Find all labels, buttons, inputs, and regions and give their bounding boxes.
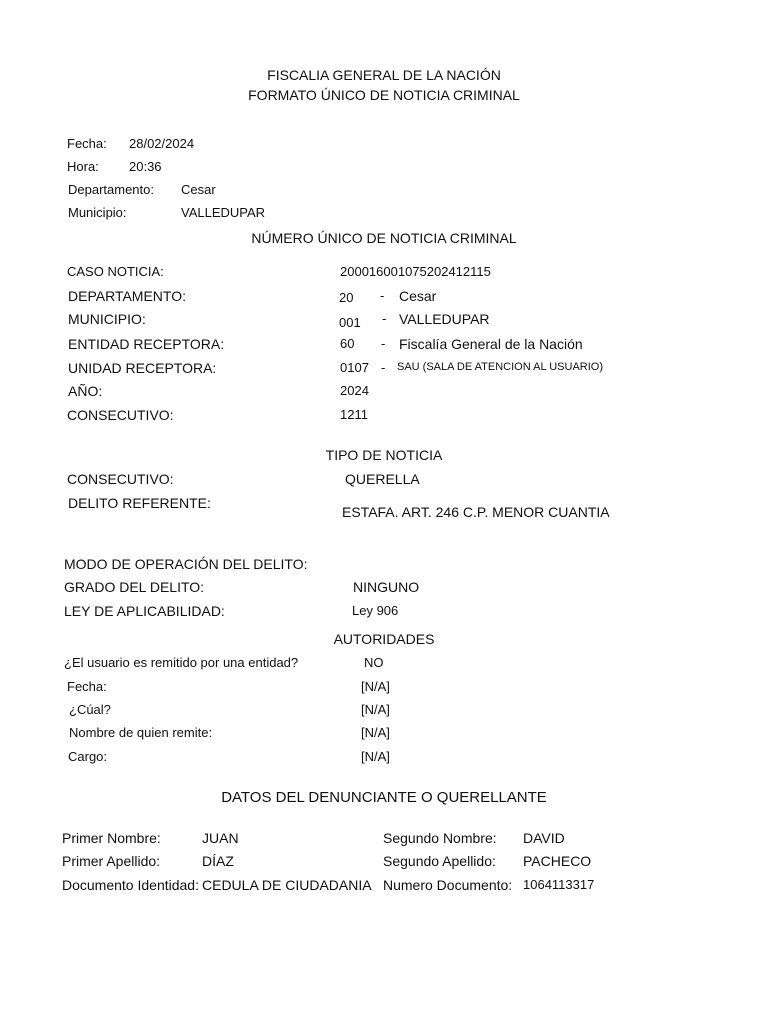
departamento-value: Cesar xyxy=(181,182,216,197)
segundo-nombre-label: Segundo Nombre: xyxy=(383,830,497,846)
autoridades-heading: AUTORIDADES xyxy=(333,631,435,647)
ley-aplicabilidad-label: LEY DE APLICABILIDAD: xyxy=(64,603,225,619)
hora-label: Hora: xyxy=(67,159,99,174)
nu-departamento-dash: - xyxy=(380,288,385,303)
cual-label: ¿Cúal? xyxy=(69,702,111,717)
hora-value: 20:36 xyxy=(129,159,162,174)
numero-unico-heading: NÚMERO ÚNICO DE NOTICIA CRIMINAL xyxy=(251,230,517,246)
remitido-value: NO xyxy=(364,655,384,670)
grado-delito-label: GRADO DEL DELITO: xyxy=(64,579,205,595)
document-title: FISCALIA GENERAL DE LA NACIÓN xyxy=(267,67,501,83)
tn-consecutivo-value: QUERELLA xyxy=(345,471,420,487)
unidad-receptora-name: SAU (SALA DE ATENCION AL USUARIO) xyxy=(397,361,603,373)
consecutivo-label: CONSECUTIVO: xyxy=(67,407,174,423)
primer-nombre-value: JUAN xyxy=(202,830,239,846)
tipo-noticia-heading: TIPO DE NOTICIA xyxy=(325,447,443,463)
delito-referente-value: ESTAFA. ART. 246 C.P. MENOR CUANTIA xyxy=(342,504,610,520)
grado-delito-value: NINGUNO xyxy=(353,579,420,595)
documento-identidad-value: CEDULA DE CIUDADANIA xyxy=(202,877,372,893)
nombre-remite-label: Nombre de quien remite: xyxy=(69,725,213,740)
nu-municipio-dash: - xyxy=(382,311,387,326)
anio-value: 2024 xyxy=(340,383,369,398)
cargo-label: Cargo: xyxy=(68,749,108,764)
primer-nombre-label: Primer Nombre: xyxy=(62,830,161,846)
documento-identidad-label: Documento Identidad: xyxy=(62,877,199,893)
nu-municipio-name: VALLEDUPAR xyxy=(399,311,490,327)
numero-documento-label: Numero Documento: xyxy=(383,877,513,893)
document-subtitle: FORMATO ÚNICO DE NOTICIA CRIMINAL xyxy=(248,87,520,103)
modo-operacion-label: MODO DE OPERACIÓN DEL DELITO: xyxy=(64,556,308,572)
unidad-receptora-code: 0107 xyxy=(340,360,369,375)
nu-departamento-name: Cesar xyxy=(399,288,437,304)
aut-fecha-label: Fecha: xyxy=(67,679,107,694)
tn-consecutivo-label: CONSECUTIVO: xyxy=(67,471,174,487)
numero-documento-value: 1064113317 xyxy=(523,877,595,892)
caso-noticia-label: CASO NOTICIA: xyxy=(67,264,164,279)
denunciante-heading: DATOS DEL DENUNCIANTE O QUERELLANTE xyxy=(221,789,547,806)
municipio-label: Municipio: xyxy=(68,205,127,220)
aut-fecha-value: [N/A] xyxy=(361,679,390,694)
nu-municipio-code: 001 xyxy=(339,315,361,330)
ley-aplicabilidad-value: Ley 906 xyxy=(352,603,399,618)
cargo-value: [N/A] xyxy=(361,749,390,764)
entidad-receptora-dash: - xyxy=(381,336,386,351)
departamento-label: Departamento: xyxy=(68,182,154,197)
nu-departamento-label: DEPARTAMENTO: xyxy=(68,288,186,304)
consecutivo-value: 1211 xyxy=(340,407,368,422)
primer-apellido-label: Primer Apellido: xyxy=(62,853,161,869)
segundo-apellido-label: Segundo Apellido: xyxy=(383,853,496,869)
fecha-value: 28/02/2024 xyxy=(129,136,195,151)
entidad-receptora-name: Fiscalía General de la Nación xyxy=(399,336,583,352)
nombre-remite-value: [N/A] xyxy=(361,725,390,740)
primer-apellido-value: DÍAZ xyxy=(202,853,234,869)
cual-value: [N/A] xyxy=(361,702,390,717)
delito-referente-label: DELITO REFERENTE: xyxy=(68,495,211,511)
nu-municipio-label: MUNICIPIO: xyxy=(68,311,146,327)
entidad-receptora-code: 60 xyxy=(340,336,355,351)
anio-label: AÑO: xyxy=(68,383,103,399)
unidad-receptora-label: UNIDAD RECEPTORA: xyxy=(68,360,217,376)
unidad-receptora-dash: - xyxy=(381,360,386,375)
caso-noticia-value: 200016001075202412115 xyxy=(340,264,491,279)
segundo-apellido-value: PACHECO xyxy=(523,853,592,869)
municipio-value: VALLEDUPAR xyxy=(181,205,266,220)
fecha-label: Fecha: xyxy=(67,136,107,151)
segundo-nombre-value: DAVID xyxy=(523,830,565,846)
remitido-label: ¿El usuario es remitido por una entidad? xyxy=(64,655,299,670)
nu-departamento-code: 20 xyxy=(339,290,354,305)
entidad-receptora-label: ENTIDAD RECEPTORA: xyxy=(68,336,225,352)
